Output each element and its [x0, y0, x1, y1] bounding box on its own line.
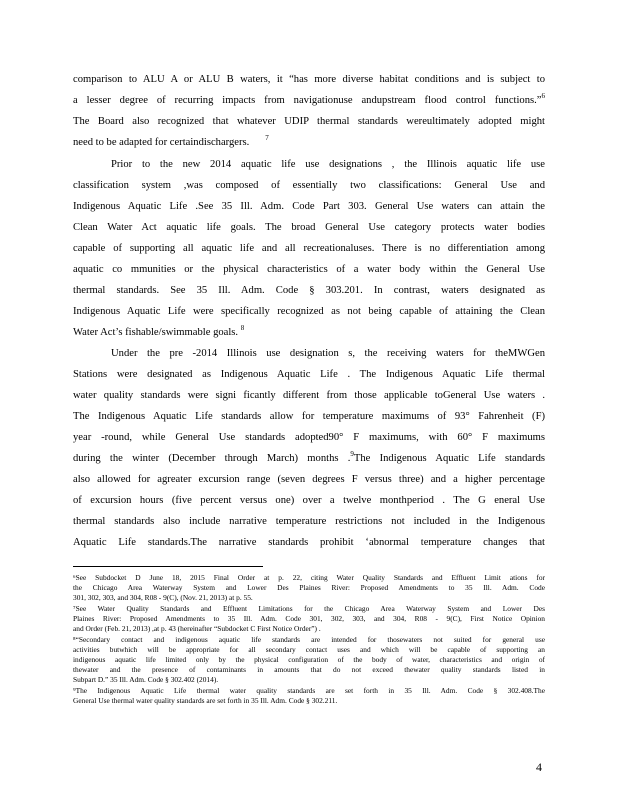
body-line: Clean Water Act aquatic life goals. The broad General Use category protects water bodies	[73, 222, 545, 233]
footnote-ref: 6	[541, 92, 545, 100]
footnote-line: thewater and the presence of contaminants in amounts that do not exceed thewater quality standards listed in	[73, 665, 545, 674]
body-line: comparison to ALU A or ALU B waters, it “has more diverse habitat conditions and is subject to	[73, 74, 545, 85]
footnote-line: and Order (Feb. 21, 2013) ,at p. 43 (hereinafter “Subdocket C First Notice Order”) .	[73, 624, 321, 633]
body-line: thermal standards also include narrative temperature restrictions not included in the Indigenous	[73, 516, 545, 527]
body-line: of excursion hours (five percent versus one) over a twelve monthperiod . The G eneral Use	[73, 495, 545, 506]
body-line: classification system ,was composed of essentially two classifications: General Use and	[73, 180, 545, 191]
body-line: Aquatic Life standards.The narrative standards prohibit ‘abnormal temperature changes that	[73, 537, 545, 548]
footnote-line: 301, 302, 303, and 304, R08 - 9(C), (Nov. 21, 2013) at p. 55.	[73, 593, 253, 602]
footnote-line: activities butwhich will be appropriate for all secondary contact uses and which will be capable of supporting an	[73, 645, 545, 654]
footnote-line: ⁸“Secondary contact and indigenous aquatic life standards are intended for thosewaters not suited for general use	[73, 635, 545, 644]
footnote-divider	[73, 566, 263, 567]
body-line: thermal standards. See 35 Ill. Adm. Code § 303.201. In contrast, waters designated as	[73, 285, 545, 296]
footnote-line: Plaines River: Proposed Amendments to 35 Ill. Adm. Code 301, 302, 303, and 304, R08 - 9(C), First Notice Opinion	[73, 614, 545, 623]
body-line: Stations were designated as Indigenous Aquatic Life . The Indigenous Aquatic Life thermal	[73, 369, 545, 380]
body-line: The Indigenous Aquatic Life standards allow for temperature maximums of 93° Fahrenheit (F)	[73, 411, 545, 422]
footnote-ref: 7	[265, 134, 269, 142]
footnote-line: ⁶See Subdocket D June 18, 2015 Final Order at p. 22, citing Water Quality Standards and Effluent Limit ations for	[73, 573, 545, 582]
body-line: water quality standards were signi ficantly different from those applicable toGeneral Use waters .	[73, 390, 545, 401]
body-line: Indigenous Aquatic Life were specifically recognized as not being capable of attaining the Clean	[73, 306, 545, 317]
body-line: Indigenous Aquatic Life .See 35 Ill. Adm. Code Part 303. General Use waters can attain the	[73, 201, 545, 212]
body-line: Prior to the new 2014 aquatic life use designations , the Illinois aquatic life use	[111, 159, 545, 170]
body-line: capable of supporting all aquatic life and all recreationaluses. There is no differentiation among	[73, 243, 545, 254]
footnote-line: indigenous aquatic life limited only by the physical configuration of the body of water, characteristics and origin of	[73, 655, 545, 664]
body-line: need to be adapted for certaindischargers. $^7$	[73, 134, 269, 148]
body-line: Under the pre -2014 Illinois use designation s, the receiving waters for theMWGen	[111, 348, 545, 359]
body-line: The Board also recognized that whatever UDIP thermal standards wereultimately adopted might	[73, 116, 545, 127]
footnote-ref: 8	[240, 324, 245, 332]
footnote-ref: 9	[350, 450, 354, 458]
page-number: 4	[536, 760, 542, 774]
body-line: also allowed for agreater excursion range (seven degrees F versus three) and a higher percentage	[73, 474, 545, 485]
footnote-line: Subpart D.” 35 Ill. Adm. Code § 302.402 (2014).	[73, 675, 219, 684]
body-line: year -round, while General Use standards adopted90° F maximums, with 60° F maximums	[73, 432, 545, 443]
footnote-line: ⁹The Indigenous Aquatic Life thermal water quality standards are set forth in 35 Ill. Adm. Code § 302.408.The	[73, 686, 545, 695]
body-line: during the winter (December through March) months .$^9$The Indigenous Aquatic Life standards	[73, 450, 546, 464]
body-line: a lesser degree of recurring impacts from navigationuse andupstream flood control functions.”$^6$	[73, 92, 545, 106]
footnote-line: the Chicago Area Waterway System and Lower Des Plaines River: Proposed Amendments to 35 Ill. Adm. Code	[73, 583, 545, 592]
footnote-line: ⁷See Water Quality Standards and Effluent Limitations for the Chicago Area Waterway System and Lower Des	[73, 604, 545, 613]
footnote-line: General Use thermal water quality standards are set forth in 35 Ill. Adm. Code § 302.211.	[73, 696, 338, 705]
body-line: Water Act’s fishable/swimmable goals. $^8$	[73, 324, 245, 338]
body-line: aquatic co mmunities or the physical characteristics of a water body within the General Use	[73, 264, 545, 275]
